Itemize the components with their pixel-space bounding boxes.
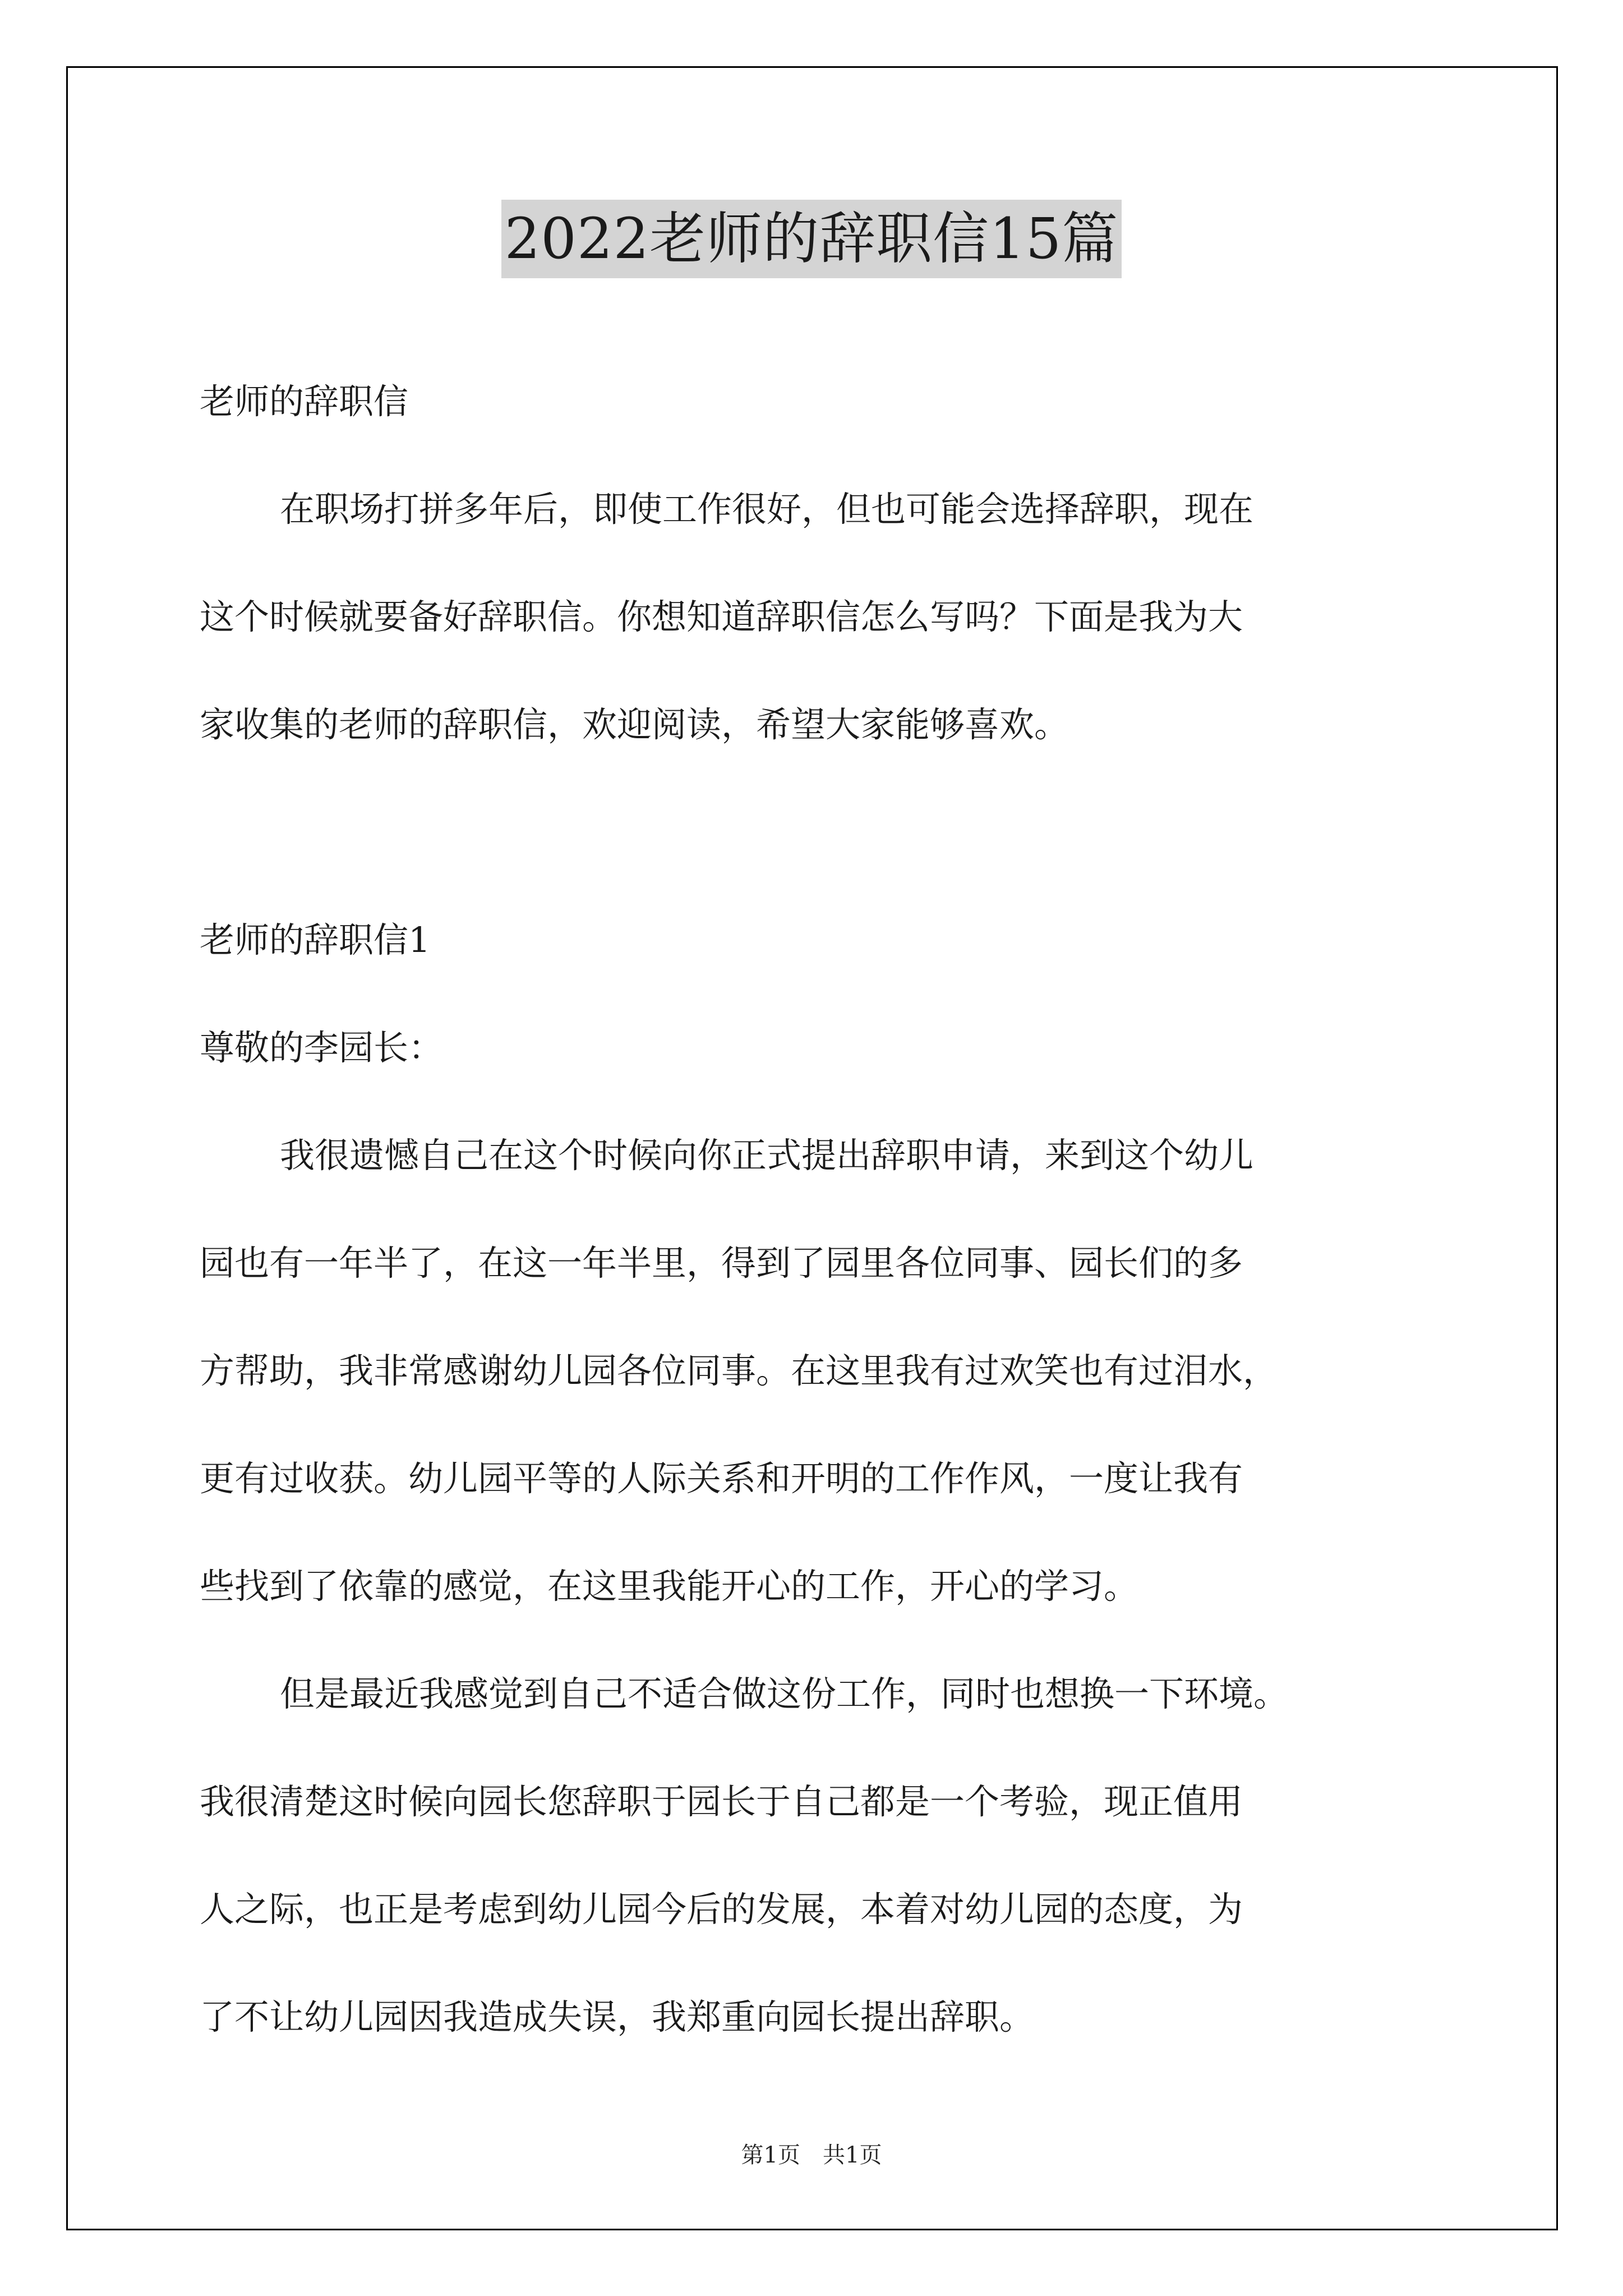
paragraph-line: 我很遗憾自己在这个时候向你正式提出辞职申请，来到这个幼儿	[280, 1135, 1254, 1176]
page-footer	[0, 2138, 1623, 2172]
intro-line: 这个时候就要备好辞职信。你想知道辞职信怎么写吗？下面是我为大	[200, 596, 1243, 637]
paragraph-line: 园也有一年半了，在这一年半里，得到了园里各位同事、园长们的多	[200, 1243, 1243, 1283]
intro-heading: 老师的辞职信	[200, 381, 409, 422]
document-title: 2022老师的辞职信15篇	[501, 200, 1122, 278]
salutation: 尊敬的李园长：	[200, 1027, 444, 1068]
title-container	[0, 200, 1623, 278]
intro-line: 家收集的老师的辞职信，欢迎阅读，希望大家能够喜欢。	[200, 704, 1069, 745]
paragraph-line: 了不让幼儿园因我造成失误，我郑重向园长提出辞职。	[200, 1996, 1035, 2037]
paragraph-line: 但是最近我感觉到自己不适合做这份工作，同时也想换一下环境。	[280, 1673, 1289, 1714]
letter-heading: 老师的辞职信1	[200, 919, 431, 960]
paragraph-line: 方帮助，我非常感谢幼儿园各位同事。在这里我有过欢笑也有过泪水，	[200, 1350, 1278, 1391]
intro-line: 在职场打拼多年后，即使工作很好，但也可能会选择辞职，现在	[280, 489, 1254, 530]
page-number: 第1页 共1页	[741, 2142, 882, 2168]
paragraph-line: 我很清楚这时候向园长您辞职于园长于自己都是一个考验，现正值用	[200, 1781, 1243, 1822]
paragraph-line: 人之际，也正是考虑到幼儿园今后的发展，本着对幼儿园的态度，为	[200, 1889, 1243, 1930]
paragraph-line: 更有过收获。幼儿园平等的人际关系和开明的工作作风，一度让我有	[200, 1458, 1243, 1499]
section-gap	[200, 779, 1433, 886]
paragraph-line: 些找到了依靠的感觉，在这里我能开心的工作，开心的学习。	[200, 1566, 1139, 1607]
document-body	[200, 348, 1433, 2071]
